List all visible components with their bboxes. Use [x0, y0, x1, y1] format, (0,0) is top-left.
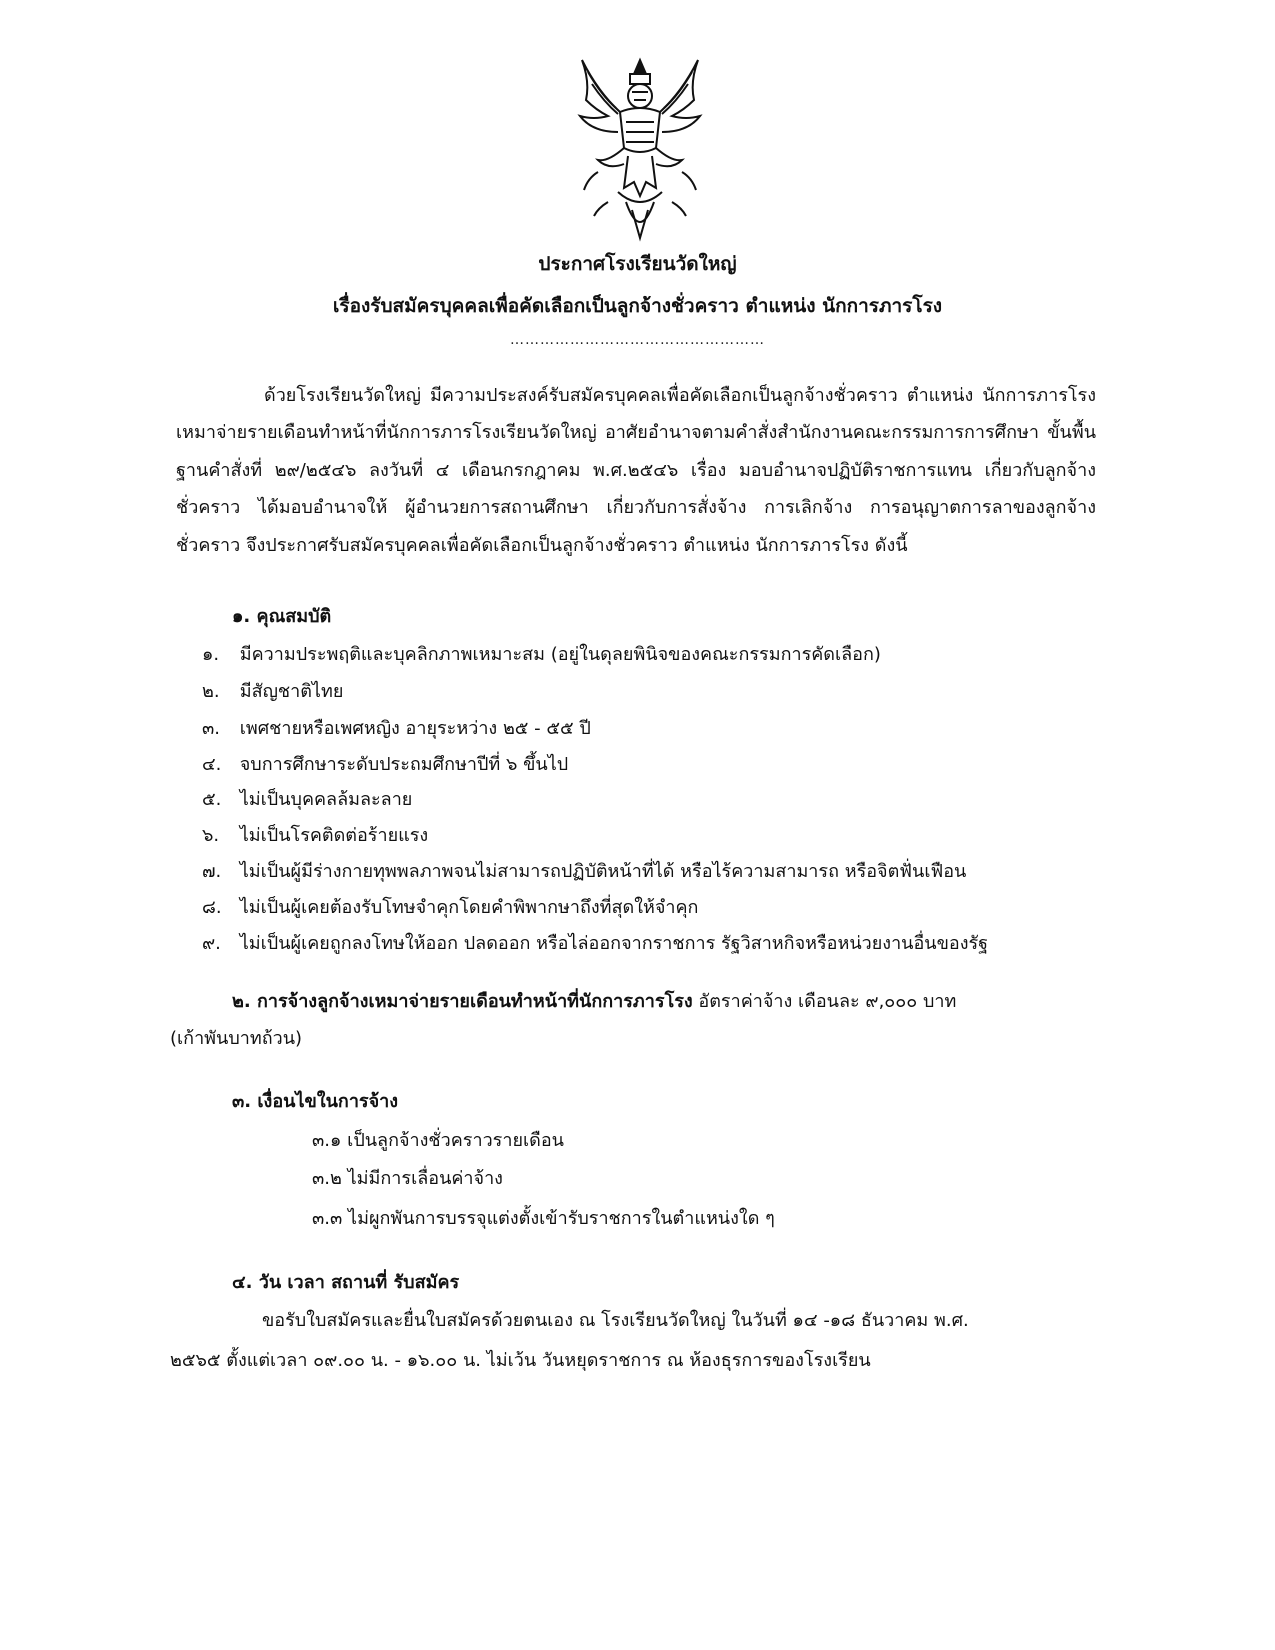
title-separator: …………………………………………… [510, 332, 765, 348]
item-number: ๙. [202, 933, 221, 954]
item-number: ๕. [202, 789, 222, 810]
item-number: ๗. [202, 861, 222, 882]
application-detail: ๒๕๖๕ ตั้งแต่เวลา ๐๙.๐๐ น. - ๑๖.๐๐ น. ไม่เว้น วันหยุดราชการ ณ ห้องธุรการของโรงเรียน [170, 1350, 871, 1371]
item-text: ไม่เป็นผู้เคยต้องรับโทษจำคุกโดยคำพิพากษาถึงที่สุดให้จำคุก [239, 897, 699, 918]
item-text: ไม่เป็นโรคติดต่อร้ายแรง [239, 825, 429, 846]
garuda-emblem-icon [568, 52, 712, 248]
condition-item: ๓.๑ เป็นลูกจ้างชั่วคราวรายเดือน [312, 1130, 564, 1151]
qualification-item [202, 641, 881, 669]
item-text: มีสัญชาติไทย [239, 681, 344, 702]
item-number: ๒. [202, 681, 220, 702]
qualification-item [202, 786, 412, 814]
qualification-item [202, 858, 966, 886]
condition-item: ๓.๓ ไม่ผูกพันการบรรจุแต่งตั้งเข้ารับราชการในตำแหน่งใด ๆ [312, 1208, 775, 1229]
qualification-item [202, 715, 591, 743]
qualification-item [202, 930, 988, 958]
application-detail: ขอรับใบสมัครและยื่นใบสมัครด้วยตนเอง ณ โรงเรียนวัดใหญ่ ในวันที่ ๑๔ -๑๘ ธันวาคม พ.ศ. [262, 1310, 969, 1331]
item-text: เพศชายหรือเพศหญิง อายุระหว่าง ๒๕ - ๕๕ ปี [239, 718, 591, 739]
condition-item: ๓.๒ ไม่มีการเลื่อนค่าจ้าง [312, 1168, 503, 1189]
item-number: ๑. [202, 644, 220, 665]
announcement-title: ประกาศโรงเรียนวัดใหญ่ [538, 253, 737, 275]
wage-rate: อัตราค่าจ้าง เดือนละ ๙,๐๐๐ บาท [698, 991, 957, 1012]
wage-rate-words: (เก้าพันบาทถ้วน) [170, 1028, 303, 1049]
qualification-item [202, 894, 698, 922]
intro-paragraph: ด้วยโรงเรียนวัดใหญ่ มีความประสงค์รับสมัครบุคคลเพื่อคัดเลือกเป็นลูกจ้างชั่วคราว ตำแหน่ง นักการภารโรง เหมาจ่ายรายเดือนทำหน้าที่นักการภารโรงเรียนวัดใหญ่ อาศัยอำนาจตามคำสั่งสำนักงานคณะกรรมการการศึกษา ขั้นพื้นฐานคำสั่งที่ ๒๙/๒๕๔๖ ลงวันที่ ๔ เดือนกรกฎาคม พ.ศ.๒๕๔๖ เรื่อง มอบอำนาจปฏิบัติราชการแทน เกี่ยวกับลูกจ้างชั่วคราว ได้มอบอำนาจให้ ผู้อำนวยการสถานศึกษา เกี่ยวกับการสั่งจ้าง การเลิกจ้าง การอนุญาตการลาของลูกจ้างชั่วคราว จึงประกาศรับสมัครบุคคลเพื่อคัดเลือกเป็นลูกจ้างชั่วคราว ตำแหน่ง นักการภารโรง ดังนี้ [176, 385, 1096, 556]
announcement-subject: เรื่องรับสมัครบุคคลเพื่อคัดเลือกเป็นลูกจ้างชั่วคราว ตำแหน่ง นักการภารโรง [332, 295, 943, 317]
section2-line [232, 988, 956, 1016]
item-text: ไม่เป็นผู้เคยถูกลงโทษให้ออก ปลดออก หรือไล่ออกจากราชการ รัฐวิสาหกิจหรือหน่วยงานอื่นของรัฐ [239, 933, 989, 954]
item-text: มีความประพฤติและบุคลิกภาพเหมาะสม (อยู่ในดุลยพินิจของคณะกรรมการคัดเลือก) [239, 644, 881, 665]
section1-heading: ๑. คุณสมบัติ [232, 606, 332, 627]
item-number: ๔. [202, 754, 222, 775]
section3-heading: ๓. เงื่อนไขในการจ้าง [232, 1091, 399, 1112]
item-text: ไม่เป็นบุคคลล้มละลาย [239, 789, 413, 810]
section4-heading: ๔. วัน เวลา สถานที่ รับสมัคร [232, 1272, 460, 1293]
item-number: ๘. [202, 897, 222, 918]
qualification-item [202, 822, 428, 850]
item-text: ไม่เป็นผู้มีร่างกายทุพพลภาพจนไม่สามารถปฏิบัติหน้าที่ได้ หรือไร้ความสามารถ หรือจิตฟั่นเฟือน [239, 861, 967, 882]
item-text: จบการศึกษาระดับประถมศึกษาปีที่ ๖ ขึ้นไป [239, 754, 569, 775]
qualification-item [202, 678, 343, 706]
section2-heading: ๒. การจ้างลูกจ้างเหมาจ่ายรายเดือนทำหน้าที่นักการภารโรง [232, 991, 693, 1012]
qualification-item [202, 751, 568, 779]
item-number: ๖. [202, 825, 220, 846]
item-number: ๓. [202, 718, 221, 739]
